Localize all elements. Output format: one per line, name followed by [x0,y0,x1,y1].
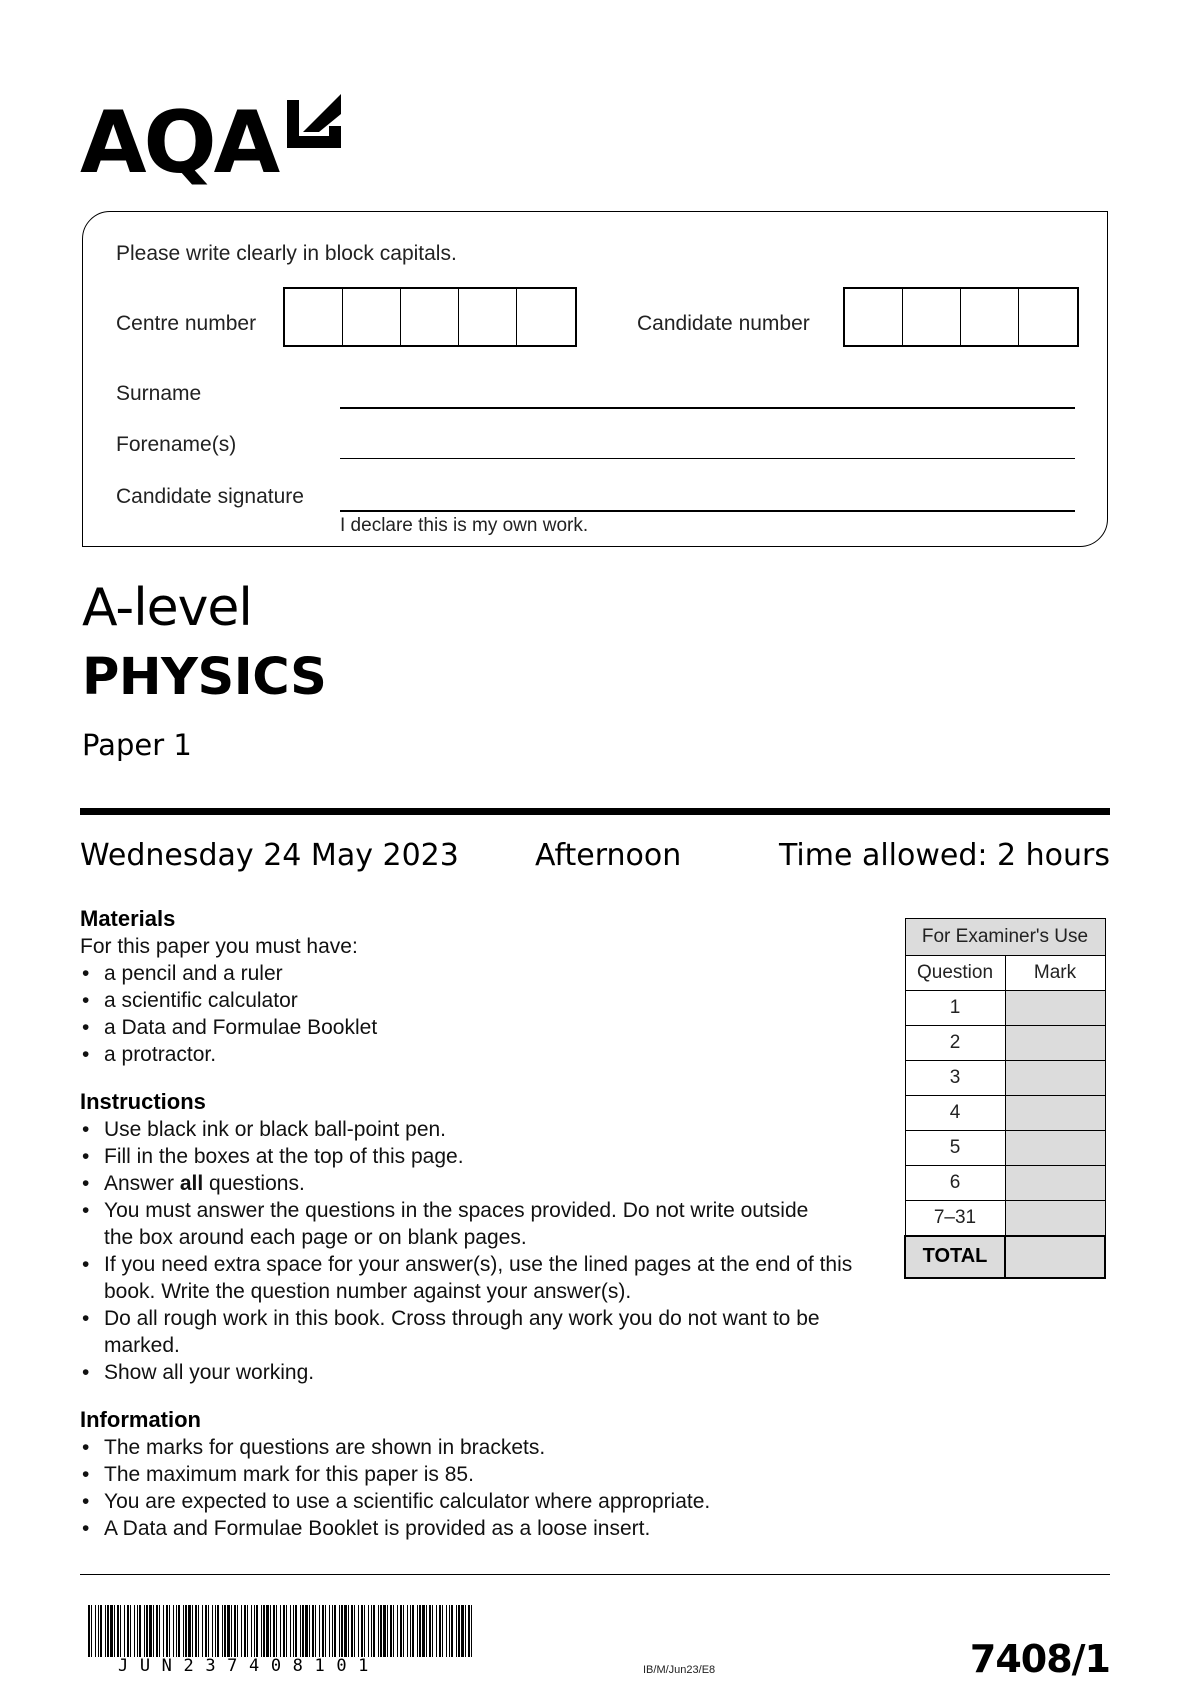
mark-cell [1005,1026,1105,1061]
barcode-bar [373,1605,375,1657]
barcode-bar [91,1605,92,1657]
question-number: 6 [905,1166,1005,1201]
barcode-bar [254,1605,255,1657]
barcode-bar [341,1605,343,1657]
barcode-bar [315,1605,316,1657]
block-capitals-instruction: Please write clearly in block capitals. [116,242,457,265]
barcode-bar [364,1605,365,1657]
answer-suffix: questions. [203,1172,305,1195]
barcode-digits: JUN237408101 [118,1656,381,1676]
barcode-bar [412,1605,414,1657]
list-item: • a protractor. [80,1041,880,1068]
barcode-bar [280,1605,281,1657]
qualification-level: A-level [82,578,252,638]
barcode-bar [107,1605,109,1657]
barcode-bar [169,1605,170,1657]
barcode-bar [329,1605,330,1657]
barcode-bar [371,1605,372,1657]
list-item: • Fill in the boxes at the top of this page. [80,1143,870,1170]
question-number: 4 [905,1096,1005,1131]
list-item: • a Data and Formulae Booklet [80,1014,880,1041]
barcode-bar [393,1605,394,1657]
mark-cell [1005,1201,1105,1236]
exam-date: Wednesday 24 May 2023 [80,838,459,873]
barcode-bar [390,1605,392,1657]
mark-cell [1005,991,1105,1026]
total-label: TOTAL [905,1236,1005,1278]
instructions-list [80,1116,870,1386]
barcode-bar [159,1605,160,1657]
centre-number-box[interactable] [343,289,401,345]
document-reference: IB/M/Jun23/E8 [643,1664,716,1676]
barcode-bar [344,1605,347,1657]
barcode-bar [134,1605,135,1657]
barcode-bar [163,1605,164,1657]
barcode-bar [137,1605,138,1657]
list-item: • Use black ink or black ball-point pen. [80,1116,870,1143]
barcode-bar [429,1605,431,1657]
barcode-bar [195,1605,197,1657]
barcode-bar [241,1605,242,1657]
table-row [905,1166,1105,1201]
examiner-use-title: For Examiner's Use [905,919,1105,956]
barcode-bar [286,1605,287,1657]
barcode-bar [300,1605,301,1657]
barcode-bar [442,1605,443,1657]
information-list [80,1434,880,1542]
information-section [80,1406,880,1542]
barcode-bar [283,1605,285,1657]
aqa-tick-mark-icon [285,92,343,152]
barcode-bar [173,1605,174,1657]
subject-title: PHYSICS [82,648,327,707]
mark-header: Mark [1005,956,1105,991]
barcode-bar [305,1605,308,1657]
barcode-bar [110,1605,113,1657]
barcode-bar [105,1605,106,1657]
question-number: 5 [905,1131,1005,1166]
barcode-bar [273,1605,275,1657]
barcode-bar [368,1605,369,1657]
barcode-bar [461,1605,464,1657]
barcode-bar [198,1605,199,1657]
barcode-bar [205,1605,207,1657]
barcode-bar [407,1605,408,1657]
table-row [905,1026,1105,1061]
question-number: 7–31 [905,1201,1005,1236]
exam-session: Afternoon [535,838,682,873]
list-item: • You must answer the questions in the spaces provided. Do not write outside the box around each page or on blank pages. [80,1197,815,1251]
barcode-bar [149,1605,152,1657]
barcode-bar [432,1605,433,1657]
barcode-bar [212,1605,213,1657]
mark-cell [1005,1061,1105,1096]
barcode-bar [417,1605,418,1657]
barcode-bar [215,1605,216,1657]
barcode-bar [354,1605,355,1657]
table-row [905,1061,1105,1096]
barcode-bar [156,1605,158,1657]
candidate-number-box[interactable] [845,289,903,345]
barcode-bar [400,1605,402,1657]
materials-intro: For this paper you must have: [80,935,358,958]
barcode-bar [178,1605,180,1657]
barcode-bar [397,1605,398,1657]
instructions-heading: Instructions [80,1089,206,1114]
centre-number-box[interactable] [517,289,575,345]
centre-number-label: Centre number [116,312,257,335]
table-row [905,1201,1105,1236]
barcode-bar [88,1605,90,1657]
materials-section [80,905,880,1068]
barcode-bar [100,1605,102,1657]
candidate-details-box [82,211,1108,547]
barcode-bar [456,1605,457,1657]
barcode-bar [256,1605,258,1657]
barcode-bar [247,1605,248,1657]
list-item [80,1170,870,1197]
mark-cell [1005,1096,1105,1131]
barcode-bar [120,1605,121,1657]
question-header: Question [905,956,1005,991]
declaration-text: I declare this is my own work. [340,515,589,536]
barcode-bar [98,1605,99,1657]
barcode-bar [270,1605,271,1657]
signature-line[interactable] [340,510,1075,512]
footer-divider [80,1574,1110,1575]
table-row [905,991,1105,1026]
barcode-bar [361,1605,363,1657]
barcode-bar [266,1605,269,1657]
barcode-bar [244,1605,246,1657]
barcode-bar [419,1605,421,1657]
surname-line[interactable] [340,407,1075,409]
aqa-logo-text: AQA [80,93,278,193]
list-item: • If you need extra space for your answer(s), use the lined pages at the end of this book. Write the question number against your answer(s). [80,1251,870,1305]
barcode-bar [185,1605,187,1657]
barcode-bar [217,1605,219,1657]
barcode-bar [231,1605,232,1657]
paper-code: 7408/1 [969,1637,1110,1681]
barcode-bar [95,1605,96,1657]
barcode-bar [358,1605,359,1657]
barcode-bar [309,1605,310,1657]
mark-cell [1005,1166,1105,1201]
question-number: 1 [905,991,1005,1026]
centre-number-box[interactable] [285,289,343,345]
centre-number-box[interactable] [459,289,517,345]
question-number: 3 [905,1061,1005,1096]
barcode-bar [295,1605,297,1657]
barcode-bar [339,1605,340,1657]
materials-list [80,960,880,1068]
instructions-section [80,1088,870,1386]
barcode-bar [202,1605,203,1657]
barcode-bar [325,1605,326,1657]
barcode-bar [468,1605,470,1657]
barcode-bar [124,1605,125,1657]
list-item: • The maximum mark for this paper is 85. [80,1461,880,1488]
barcode-bar [224,1605,226,1657]
candidate-number-box[interactable] [903,289,961,345]
barcode-bar [332,1605,333,1657]
barcode-bar [127,1605,129,1657]
answer-prefix: Answer [104,1172,180,1195]
barcode-bar [276,1605,277,1657]
barcode-icon [88,1605,474,1657]
barcode-bar [146,1605,148,1657]
barcode-bar [387,1605,388,1657]
examiner-use-table [904,918,1106,1279]
barcode-bar [153,1605,154,1657]
total-row [905,1236,1105,1278]
barcode-bar [465,1605,466,1657]
list-item: • Show all your working. [80,1359,870,1386]
barcode-bar [139,1605,141,1657]
list-item: • a pencil and a ruler [80,960,880,987]
time-allowed: Time allowed: 2 hours [778,838,1110,873]
barcode-bar [422,1605,425,1657]
barcode-bar [410,1605,411,1657]
list-item: • The marks for questions are shown in brackets. [80,1434,880,1461]
total-mark-cell [1005,1236,1105,1278]
forenames-line[interactable] [340,458,1075,459]
barcode-bar [130,1605,131,1657]
barcode-bar [451,1605,453,1657]
candidate-number-box[interactable] [1019,289,1077,345]
title-divider [80,808,1110,815]
barcode-bar [293,1605,294,1657]
table-row [905,1096,1105,1131]
barcode-bar [334,1605,336,1657]
barcode-bar [348,1605,349,1657]
centre-number-boxes[interactable] [283,287,577,347]
barcode-bar [166,1605,168,1657]
forenames-label: Forename(s) [116,433,237,456]
barcode-bar [319,1605,320,1657]
answer-emphasis: all [179,1172,204,1195]
barcode-bar [471,1605,472,1657]
materials-heading: Materials [80,906,176,931]
information-heading: Information [80,1407,201,1432]
barcode-bar [251,1605,252,1657]
barcode-bar [380,1605,382,1657]
barcode-bar [446,1605,447,1657]
barcode-bar [222,1605,223,1657]
candidate-number-boxes[interactable] [843,287,1079,347]
question-number: 2 [905,1026,1005,1061]
barcode-bar [263,1605,265,1657]
barcode-bar [227,1605,230,1657]
barcode-bar [439,1605,441,1657]
barcode-bar [426,1605,427,1657]
list-item: • A Data and Formulae Booklet is provided as a loose insert. [80,1515,880,1542]
mark-cell [1005,1131,1105,1166]
barcode-bar [290,1605,291,1657]
aqa-logo [80,88,350,193]
barcode-bar [378,1605,379,1657]
table-row [905,1131,1105,1166]
candidate-number-label: Candidate number [637,312,810,335]
centre-number-box[interactable] [401,289,459,345]
barcode-bar [234,1605,236,1657]
barcode-bar [183,1605,184,1657]
surname-label: Surname [116,382,202,405]
list-item: • You are expected to use a scientific calculator where appropriate. [80,1488,880,1515]
list-item: • Do all rough work in this book. Cross through any work you do not want to be marked. [80,1305,860,1359]
candidate-number-box[interactable] [961,289,1019,345]
barcode-bar [436,1605,437,1657]
barcode-bar [383,1605,386,1657]
barcode-bar [114,1605,115,1657]
signature-label: Candidate signature [116,485,304,508]
barcode-bar [302,1605,304,1657]
barcode-bar [176,1605,177,1657]
barcode-bar [403,1605,404,1657]
barcode-bar [458,1605,460,1657]
barcode-bar [144,1605,145,1657]
barcode-bar [449,1605,450,1657]
barcode-bar [261,1605,262,1657]
list-item: • a scientific calculator [80,987,880,1014]
barcode-bar [117,1605,119,1657]
barcode-bar [192,1605,193,1657]
barcode-bar [188,1605,191,1657]
barcode-bar [237,1605,238,1657]
barcode-bar [322,1605,324,1657]
barcode-bar [208,1605,209,1657]
barcode-bar [312,1605,314,1657]
paper-title: Paper 1 [82,728,192,762]
barcode-bar [351,1605,353,1657]
